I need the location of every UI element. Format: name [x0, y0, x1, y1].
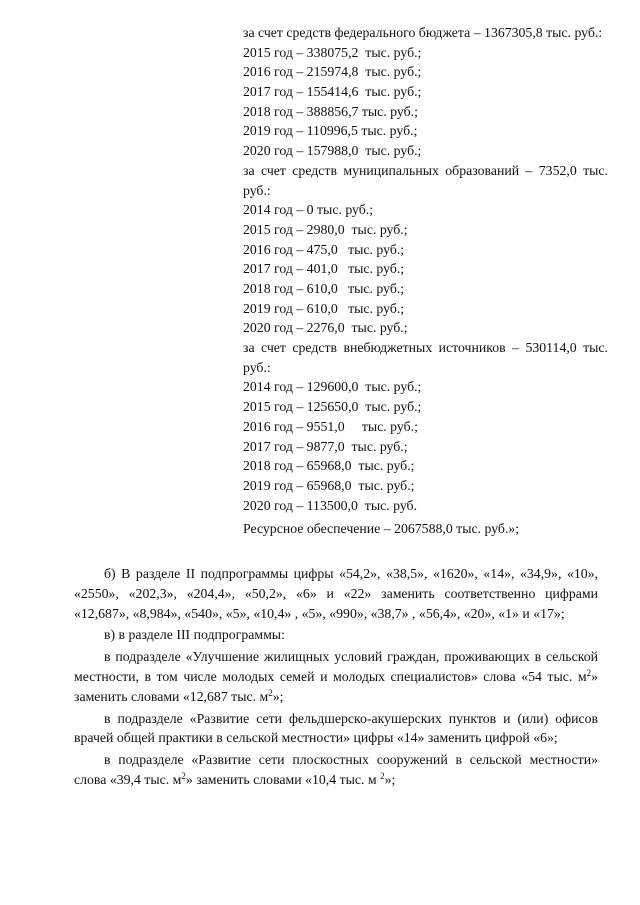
- municipal-year-2014: 2014 год – 0 тыс. руб.;: [243, 202, 374, 218]
- housing-text-middle: » заменить словами «12,687 тыс. м: [74, 668, 598, 704]
- paragraph-section-2: б) В разделе II подпрограммы цифры «54,2», «38,5», «1620», «14», «34,9», «10», «2550», «202,3», «204,4», «50,2», «6» и «22» заменить соответственно цифрами «12,687», «8,984», «540», «5», «10,4» , «5», «990», «38,7» , «56,4», «20», «1» и «17»;: [74, 566, 598, 621]
- municipal-year-2016: 2016 год – 475,0 тыс. руб.;: [243, 241, 405, 257]
- municipal-year-2019: 2019 год – 610,0 тыс. руб.;: [243, 300, 405, 316]
- extrabudgetary-year-2016: 2016 год – 9551,0 тыс. руб.;: [243, 418, 418, 434]
- municipal-year-2017: 2017 год – 401,0 тыс. руб.;: [243, 261, 405, 277]
- federal-year-2017: 2017 год – 155414,6 тыс. руб.;: [243, 84, 422, 100]
- resource-total: Ресурсное обеспечение – 2067588,0 тыс. руб.»;: [243, 521, 520, 537]
- sports-text-end: »;: [384, 771, 396, 787]
- federal-budget-heading: за счет средств федерального бюджета – 1367305,8 тыс. руб.:: [243, 25, 603, 40]
- paragraph-section-3-intro: в) в разделе III подпрограммы:: [104, 627, 285, 643]
- superscript-two: 2: [181, 770, 186, 781]
- paragraph-housing: [74, 647, 598, 706]
- extrabudgetary-year-2019: 2019 год – 65968,0 тыс. руб.;: [243, 477, 415, 493]
- extrabudgetary-year-2020: 2020 год – 113500,0 тыс. руб.: [243, 497, 418, 513]
- superscript-two: 2: [586, 667, 592, 678]
- extrabudgetary-year-2018: 2018 год – 65968,0 тыс. руб.;: [243, 458, 415, 474]
- paragraph-medical: в подразделе «Развитие сети фельдшерско-акушерских пунктов и (или) офисов врачей общей практики в сельской местности» цифры «14» заменить цифрой «6»;: [74, 710, 598, 746]
- amendment-text: [74, 564, 598, 790]
- municipal-heading: за счет средств муниципальных образований – 7352,0 тыс. руб.:: [243, 162, 608, 198]
- municipal-year-2015: 2015 год – 2980,0 тыс. руб.;: [243, 221, 408, 237]
- federal-year-2015: 2015 год – 338075,2 тыс. руб.;: [243, 44, 422, 60]
- funding-block: [243, 23, 608, 539]
- housing-text-end: »;: [272, 688, 284, 704]
- extrabudgetary-year-2015: 2015 год – 125650,0 тыс. руб.;: [243, 399, 422, 415]
- sports-text-start: в подразделе «Развитие сети плоскостных сооружений в сельской местности» слова «39,4 тыс. м: [74, 752, 598, 787]
- federal-year-2018: 2018 год – 388856,7 тыс. руб.;: [243, 103, 418, 119]
- sports-text-middle: » заменить словами «10,4 тыс. м: [185, 771, 381, 787]
- superscript-two: 2: [268, 687, 273, 698]
- federal-year-2020: 2020 год – 157988,0 тыс. руб.;: [243, 143, 422, 159]
- municipal-year-2018: 2018 год – 610,0 тыс. руб.;: [243, 280, 405, 296]
- federal-year-2019: 2019 год – 110996,5 тыс. руб.;: [243, 123, 418, 139]
- superscript-two: 2: [380, 770, 385, 781]
- housing-text-start: в подразделе «Улучшение жилищных условий граждан, проживающих в сельской местности, в том числе молодых семей и молодых специалистов» слова «54 тыс. м: [74, 649, 598, 684]
- extrabudgetary-year-2014: 2014 год – 129600,0 тыс. руб.;: [243, 379, 422, 395]
- municipal-year-2020: 2020 год – 2276,0 тыс. руб.;: [243, 320, 408, 336]
- extrabudgetary-year-2017: 2017 год – 9877,0 тыс. руб.;: [243, 438, 408, 454]
- federal-year-2016: 2016 год – 215974,8 тыс. руб.;: [243, 64, 422, 80]
- paragraph-sports: [74, 750, 598, 790]
- extrabudgetary-heading: за счет средств внебюджетных источников – 530114,0 тыс. руб.:: [243, 340, 608, 375]
